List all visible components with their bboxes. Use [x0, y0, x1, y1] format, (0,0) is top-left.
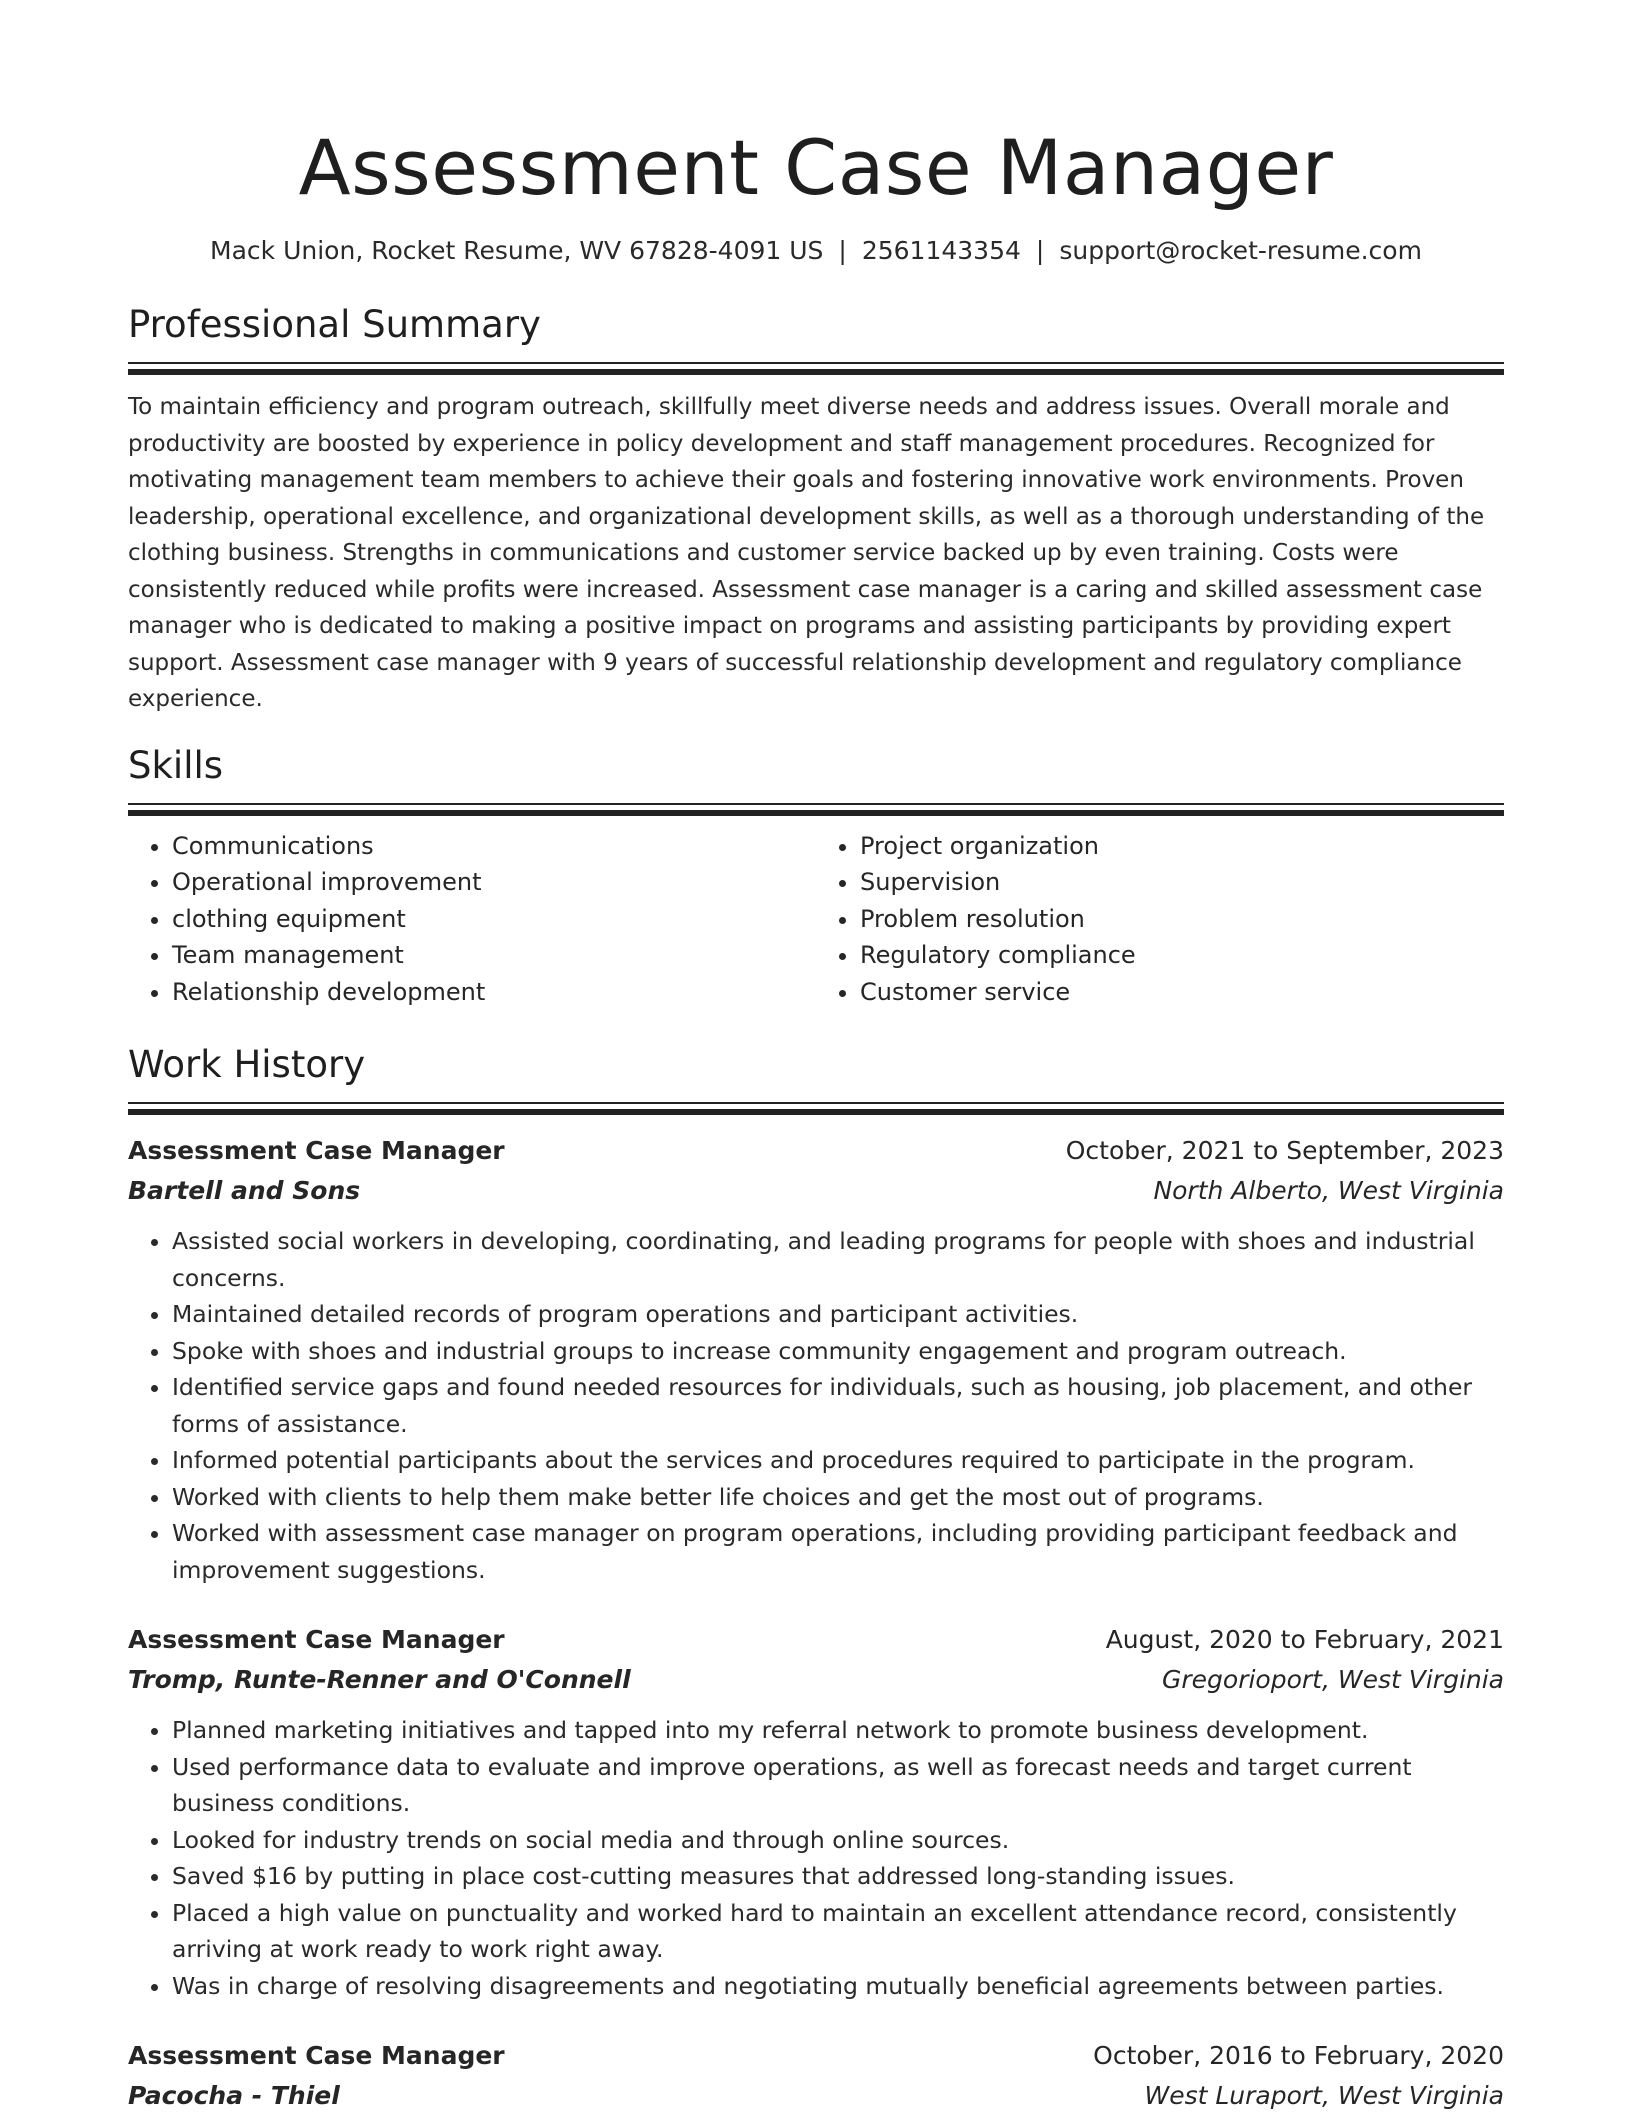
job-dates: October, 2021 to September, 2023 — [1065, 1136, 1504, 1165]
contact-separator: | — [838, 236, 847, 265]
job-entry — [128, 1620, 1504, 2004]
job-bullet: • Spoke with shoes and industrial groups to increase community engagement and program outreach. — [172, 1333, 1504, 1370]
skill-item: • clothing equipment — [172, 901, 816, 938]
skills-list-right — [816, 828, 1504, 1011]
work-section — [128, 1040, 1504, 2116]
skill-item: • Communications — [172, 828, 816, 865]
job-dates: August, 2020 to February, 2021 — [1105, 1625, 1504, 1654]
skill-item: • Customer service — [860, 974, 1504, 1011]
job-bullet: • Planned marketing initiatives and tapped into my referral network to promote business development. — [172, 1712, 1504, 1749]
resume-page — [128, 0, 1504, 2116]
job-bullet: • Was in charge of resolving disagreements and negotiating mutually beneficial agreements between parties. — [172, 1968, 1504, 2005]
job-company: Bartell and Sons — [128, 1176, 361, 1205]
job-subheader — [128, 1171, 1504, 1211]
heading-rule-thick — [128, 810, 1504, 816]
contact-address: Mack Union, Rocket Resume, WV 67828-4091 US — [210, 236, 824, 265]
job-header — [128, 1131, 1504, 1171]
job-location: North Alberto, West Virginia — [1153, 1176, 1504, 1205]
job-dates: October, 2016 to February, 2020 — [1093, 2041, 1504, 2070]
job-title: Assessment Case Manager — [128, 1625, 505, 1654]
job-title: Assessment Case Manager — [128, 2041, 505, 2070]
job-bullet: • Assisted social workers in developing, coordinating, and leading programs for people with shoes and industrial concerns. — [172, 1223, 1504, 1296]
section-heading: Skills — [128, 743, 224, 787]
job-company: Pacocha - Thiel — [128, 2081, 340, 2110]
skill-item: • Team management — [172, 937, 816, 974]
heading-rule-thin — [128, 362, 1504, 364]
job-title: Assessment Case Manager — [128, 1136, 505, 1165]
skills-section — [128, 741, 1504, 1011]
section-heading: Professional Summary — [128, 303, 541, 346]
job-header — [128, 1620, 1504, 1660]
job-header — [128, 2036, 1504, 2076]
job-bullet: • Used performance data to evaluate and improve operations, as well as forecast needs and target current business conditions. — [172, 1749, 1504, 1822]
job-bullet: • Worked with assessment case manager on program operations, including providing participant feedback and improvement suggestions. — [172, 1515, 1504, 1588]
heading-rule-thin — [128, 803, 1504, 805]
skills-columns — [128, 828, 1504, 1011]
contact-line — [128, 234, 1504, 268]
job-bullet: • Placed a high value on punctuality and worked hard to maintain an excellent attendance record, consistently arriving at work ready to work right away. — [172, 1895, 1504, 1968]
job-bullet: • Maintained detailed records of program operations and participant activities. — [172, 1296, 1504, 1333]
contact-separator: | — [1035, 236, 1045, 265]
section-heading: Work History — [128, 1043, 366, 1086]
skill-item: • Supervision — [860, 864, 1504, 901]
job-subheader — [128, 2076, 1504, 2116]
summary-section — [128, 300, 1504, 718]
job-bullet: • Informed potential participants about the services and procedures required to participate in the program. — [172, 1442, 1504, 1479]
skill-item: • Relationship development — [172, 974, 816, 1011]
job-bullet: • Saved $16 by putting in place cost-cutting measures that addressed long-standing issues. — [172, 1858, 1504, 1895]
skill-item: • Problem resolution — [860, 901, 1504, 938]
job-bullet: • Identified service gaps and found needed resources for individuals, such as housing, job placement, and other forms of assistance. — [172, 1369, 1504, 1442]
heading-rule-thick — [128, 1109, 1504, 1115]
skills-list-left — [128, 828, 816, 1011]
contact-email: support@rocket-resume.com — [1059, 236, 1422, 265]
job-entry — [128, 2036, 1504, 2116]
job-bullets — [128, 1712, 1504, 2004]
heading-rule-thick — [128, 369, 1504, 375]
job-bullet: • Worked with clients to help them make better life choices and get the most out of programs. — [172, 1479, 1504, 1516]
skill-item: • Project organization — [860, 828, 1504, 865]
contact-phone: 2561143354 — [861, 236, 1021, 265]
resume-title: Assessment Case Manager — [298, 123, 1334, 212]
heading-rule-thin — [128, 1102, 1504, 1104]
skill-item: • Operational improvement — [172, 864, 816, 901]
job-location: West Luraport, West Virginia — [1144, 2081, 1504, 2110]
job-bullet: • Looked for industry trends on social media and through online sources. — [172, 1822, 1504, 1859]
job-bullets — [128, 1223, 1504, 1588]
job-entry — [128, 1131, 1504, 1588]
job-location: Gregorioport, West Virginia — [1162, 1665, 1504, 1694]
skill-item: • Regulatory compliance — [860, 937, 1504, 974]
summary-text: To maintain efficiency and program outreach, skillfully meet diverse needs and address issues. Overall morale and productivity are boosted by experience in policy development and staff management procedures. Recognized for motivating management team members to achieve their goals and fostering innovative work environments. Proven leadership, operational excellence, and organizational development skills, as well as a thorough understanding of the clothing business. Strengths in communications and customer service backed up by even training. Costs were consistently reduced while profits were increased. Assessment case manager is a caring and skilled assessment case manager who is dedicated to making a positive impact on programs and assisting participants by providing expert support. Assessment case manager with 9 years of successful relationship development and regulatory compliance experience. — [128, 394, 1485, 712]
job-company: Tromp, Runte-Renner and O'Connell — [128, 1665, 631, 1694]
job-subheader — [128, 1660, 1504, 1700]
